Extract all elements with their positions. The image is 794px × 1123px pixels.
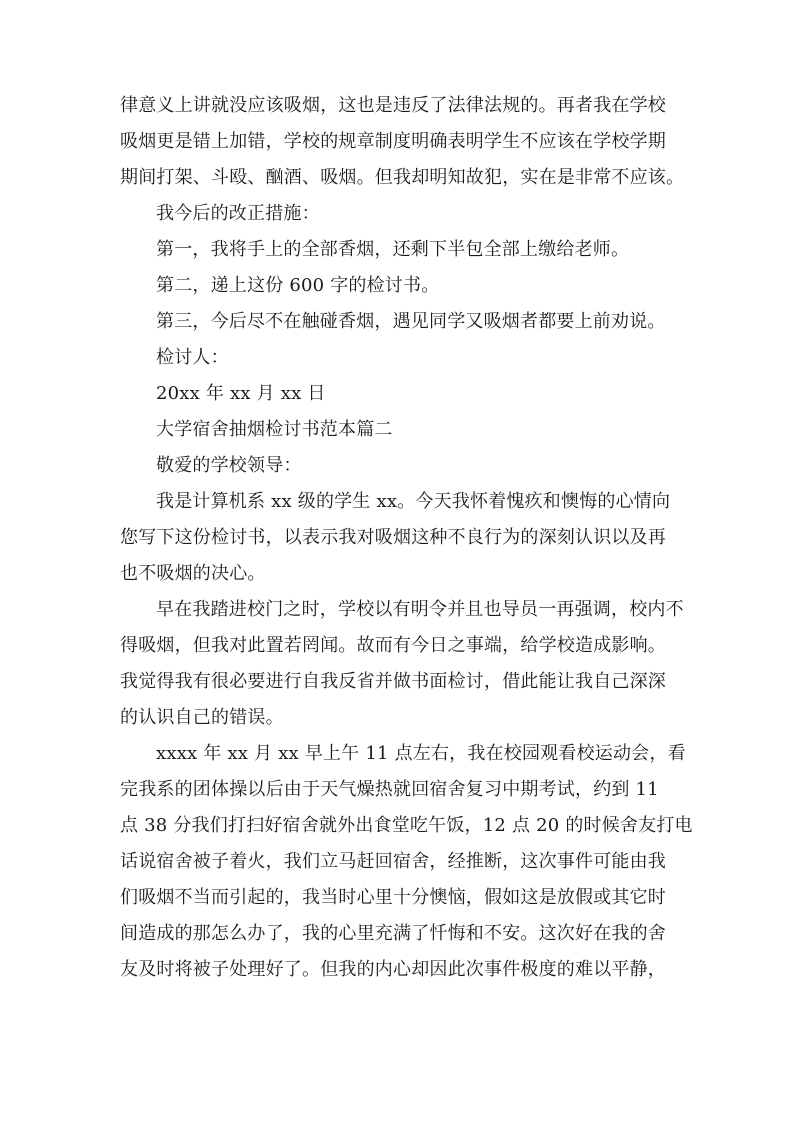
text-line: 第三，今后尽不在触碰香烟，遇见同学又吸烟者都要上前劝说。	[156, 311, 666, 332]
text-line: 间造成的那怎么办了，我的心里充满了忏悔和不安。这次好在我的舍	[120, 923, 666, 944]
text-line: 点 38 分我们打扫好宿舍就外出食堂吃午饭，12 点 20 的时候舍友打电	[120, 815, 693, 836]
text-line: 得吸烟，但我对此置若罔闻。故而有今日之事端，给学校造成影响。	[120, 635, 666, 656]
text-line: 也不吸烟的决心。	[120, 563, 266, 584]
text-line: 第二，递上这份 600 字的检讨书。	[156, 275, 440, 296]
section-heading: 大学宿舍抽烟检讨书范本篇二	[156, 419, 393, 440]
text-line: 友及时将被子处理好了。但我的内心却因此次事件极度的难以平静，	[120, 959, 666, 980]
salutation: 敬爱的学校领导：	[156, 455, 302, 476]
text-line: 律意义上讲就没应该吸烟，这也是违反了法律法规的。再者我在学校	[120, 95, 666, 116]
text-line: 们吸烟不当而引起的，我当时心里十分懊恼，假如这是放假或其它时	[120, 887, 666, 908]
text-line: 我觉得我有很必要进行自我反省并做书面检讨，借此能让我自己深深	[120, 671, 666, 692]
text-line: 的认识自己的错误。	[120, 707, 284, 728]
text-line: 我是计算机系 xx 级的学生 xx。今天我怀着愧疚和懊悔的心情向	[156, 491, 671, 512]
text-line: 话说宿舍被子着火，我们立马赶回宿舍，经推断，这次事件可能由我	[120, 851, 666, 872]
text-line: 期间打架、斗殴、酗酒、吸烟。但我却明知故犯，实在是非常不应该。	[120, 167, 685, 188]
text-line: 第一，我将手上的全部香烟，还剩下半包全部上缴给老师。	[156, 239, 630, 260]
signature-label: 检讨人：	[156, 347, 229, 368]
text-line: 我今后的改正措施：	[156, 203, 320, 224]
date-line: 20xx 年 xx 月 xx 日	[156, 383, 326, 404]
text-line: 您写下这份检讨书，以表示我对吸烟这种不良行为的深刻认识以及再	[120, 527, 666, 548]
text-line: 早在我踏进校门之时，学校以有明令并且也导员一再强调，校内不	[156, 599, 684, 620]
text-line: 吸烟更是错上加错，学校的规章制度明确表明学生不应该在学校学期	[120, 131, 666, 152]
text-line: 完我系的团体操以后由于天气燥热就回宿舍复习中期考试，约到 11	[120, 779, 659, 800]
text-line: xxxx 年 xx 月 xx 早上午 11 点左右，我在校园观看校运动会，看	[156, 743, 686, 764]
